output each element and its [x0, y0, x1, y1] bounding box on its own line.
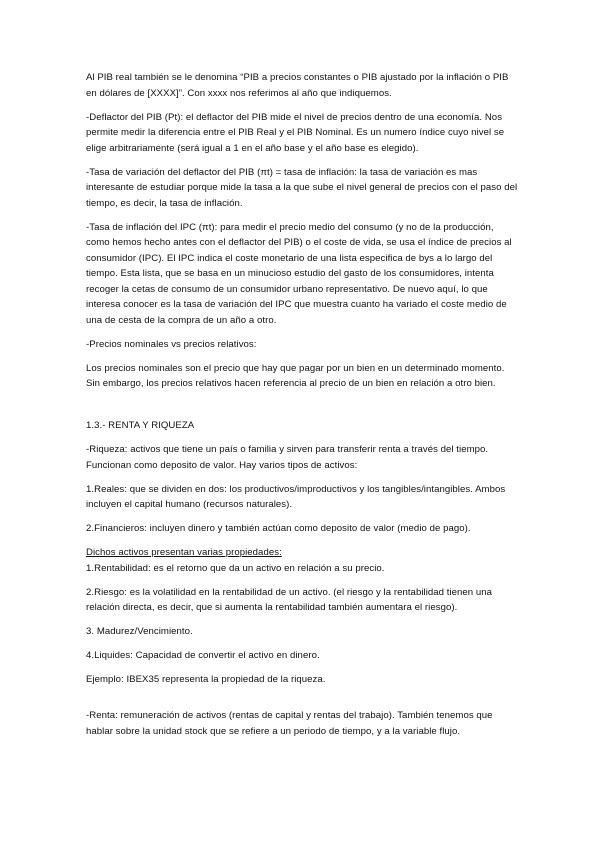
paragraph-propiedades-heading: Dichos activos presentan varias propiedades: — [86, 547, 282, 558]
paragraph-liquidez: 4.Liquides: Capacidad de convertir el activo en dinero. — [86, 650, 320, 661]
paragraph-reales: 1.Reales: que se dividen en dos: los productivos/improductivos y los tangibles/intangibles. Ambos incluyen el capital humano (recursos naturales). — [86, 483, 506, 510]
section-heading-renta-riqueza: 1.3.- RENTA Y RIQUEZA — [86, 420, 195, 431]
document-page — [86, 70, 518, 748]
paragraph-rentabilidad: 1.Rentabilidad: es el retorno que da un activo en relación a su precio. — [86, 562, 385, 574]
paragraph-tasa-variacion: -Tasa de variación del deflactor del PIB (πt) = tasa de inflación: la tasa de variación es mas interesante de estudiar porque mide la tasa a la que sube el nivel general de precios con el paso del tiempo, es decir, la tasa de inflación. — [86, 166, 518, 209]
paragraph-riesgo: 2.Riesgo: es la volatilidad en la rentabilidad de un activo. (el riesgo y la rentabilidad tienen una relación directa, es decir, que si aumenta la rentabilidad también aumentara el riesgo). — [86, 586, 493, 613]
spacer — [86, 400, 518, 418]
paragraph-precios-nominales: Los precios nominales son el precio que hay que pagar por un bien en un determinado momento. Sin embargo, los precios relativos hacen referencia al precio de un bien en relación a otro bien. — [86, 362, 505, 389]
paragraph-financieros: 2.Financieros: incluyen dinero y también actúan como deposito de valor (medio de pago). — [86, 523, 471, 534]
paragraph-renta: -Renta: remuneración de activos (rentas de capital y rentas del trabajo). También tenemos que hablar sobre la unidad stock que se refiere a un periodo de tiempo, y a la variable flujo. — [86, 710, 493, 737]
paragraph-madurez: 3. Madurez/Vencimiento. — [86, 626, 193, 637]
paragraph-deflactor: -Deflactor del PIB (Pt): el deflactor del PIB mide el nivel de precios dentro de una economía. Nos permite medir la diferencia entre el PIB Real y el PIB Nominal. Es un numero índice cuyo nivel se elige arbitrariamente (será igual a 1 en el año base y el año base es elegido). — [86, 111, 505, 154]
paragraph-precios-heading: -Precios nominales vs precios relativos: — [86, 338, 257, 350]
paragraph-ipc: -Tasa de inflación del IPC (πt): para medir el precio medio del consumo (y no de la producción, como hemos hecho antes con el deflactor del PIB) o el coste de vida, se usa el índice de precios al consumidor (IPC). El IPC indica el coste monetario de una lista especifica de bys a lo largo del tiempo. Esta lista, que se basa en un minucioso estudio del gasto de los consumidores, intenta recoger la cetas de consumo de un consumidor urbano representativo. De nuevo aquí, lo que interesa conocer es la tasa de variación del IPC que muestra cuanto ha variado el coste medio de una de cesta de la compra de un año a otro. — [86, 221, 512, 326]
paragraph-pib-real: Al PIB real también se le denomina “PIB a precios constantes o PIB ajustado por la inflación o PIB en dólares de [XXXX]”. Con xxxx nos referimos al año que indiquemos. — [86, 72, 509, 99]
paragraph-ejemplo: Ejemplo: IBEX35 representa la propiedad de la riqueza. — [86, 674, 326, 685]
paragraph-riqueza: -Riqueza: activos que tiene un país o familia y sirven para transferir renta a través del tiempo. Funcionan como deposito de valor. Hay varios tipos de activos: — [86, 444, 489, 471]
spacer — [86, 696, 518, 708]
